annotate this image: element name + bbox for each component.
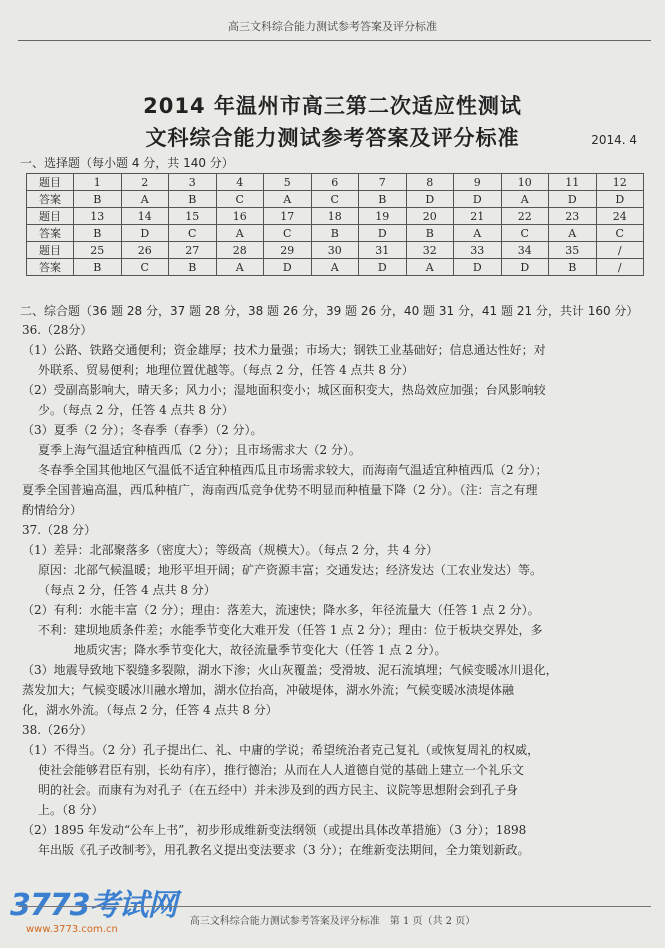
table-cell: / — [596, 259, 644, 276]
answer-line: 蒸发加大；气候变暖冰川融水增加，湖水位抬高，冲破堤体，湖水外流；气候变暖冰渍堤体融 — [22, 683, 515, 697]
section2-heading: 二、综合题（36 题 28 分，37 题 28 分，38 题 26 分，39 题 26 分，40 题 31 分，41 题 21 分，共计 160 分） — [20, 304, 639, 318]
table-cell: 17 — [264, 208, 312, 225]
table-cell: B — [74, 225, 122, 242]
answer-line: 原因：北部气候温暖；地形平坦开阔；矿产资源丰富；交通发达；经济发达（工农业发达）等。 — [38, 563, 543, 577]
row-header-cell: 题目 — [27, 208, 74, 225]
table-cell: 25 — [74, 242, 122, 259]
answer-key-row — [27, 225, 644, 242]
table-cell: D — [454, 259, 502, 276]
answer-line: 夏季全国普遍高温，西瓜种植广，海南西瓜竞争优势不明显而种植量下降（2 分）。（注：言之有理 — [22, 483, 538, 497]
row-header-cell: 答案 — [27, 225, 74, 242]
table-cell: 22 — [501, 208, 549, 225]
table-cell: 4 — [216, 174, 264, 191]
page-title-line2: 文科综合能力测试参考答案及评分标准 — [145, 126, 520, 150]
answer-key-row — [27, 191, 644, 208]
answer-line: （3）夏季（2 分）；冬春季（春季）（2 分）。 — [22, 423, 263, 437]
header-rule — [18, 40, 651, 41]
question-number-row — [27, 174, 644, 191]
table-cell: B — [311, 225, 359, 242]
table-cell: B — [549, 259, 597, 276]
table-cell: 15 — [169, 208, 217, 225]
table-cell: A — [406, 259, 454, 276]
answer-line: （2）有利：水能丰富（2 分）；理由：落差大，流速快；降水多，年径流量大（任答 1 点 2 分）。 — [22, 603, 540, 617]
row-header-cell: 答案 — [27, 191, 74, 208]
table-cell: 3 — [169, 174, 217, 191]
table-cell: 18 — [311, 208, 359, 225]
table-cell: C — [216, 191, 264, 208]
page-footer: 高三文科综合能力测试参考答案及评分标准 第 1 页（共 2 页） — [189, 916, 476, 927]
answer-line: （2）受副高影响大，晴天多；风力小；湿地面积变小；城区面积变大，热岛效应加强；台风影响较 — [22, 383, 546, 397]
answer-line: 冬春季全国其他地区气温低不适宜种植西瓜且市场需求较大，而海南气温适宜种植西瓜（2 分）； — [38, 463, 548, 477]
answer-key-row — [27, 259, 644, 276]
row-header-cell: 答案 — [27, 259, 74, 276]
table-cell: D — [596, 191, 644, 208]
table-cell: 21 — [454, 208, 502, 225]
table-cell: A — [264, 191, 312, 208]
table-cell: B — [169, 259, 217, 276]
table-cell: 34 — [501, 242, 549, 259]
answer-line: 使社会能够君臣有别，长幼有序），推行德治；从而在人人道德自觉的基础上建立一个礼乐文 — [38, 763, 525, 777]
table-cell: 24 — [596, 208, 644, 225]
row-header-cell: 题目 — [27, 174, 74, 191]
table-cell: 2 — [121, 174, 169, 191]
table-cell: 1 — [74, 174, 122, 191]
question-number-row — [27, 242, 644, 259]
table-cell: A — [121, 191, 169, 208]
table-cell: C — [501, 225, 549, 242]
table-cell: D — [359, 259, 407, 276]
table-cell: C — [596, 225, 644, 242]
table-cell: D — [549, 191, 597, 208]
answer-line: 36.（28分） — [22, 323, 93, 337]
table-cell: 35 — [549, 242, 597, 259]
answer-line: 夏季上海气温适宜种植西瓜（2 分）；且市场需求大（2 分）。 — [38, 443, 361, 457]
table-cell: B — [406, 225, 454, 242]
table-cell: 16 — [216, 208, 264, 225]
table-cell: A — [216, 259, 264, 276]
answer-line: 地质灾害；降水季节变化大，故径流量季节变化大（任答 1 点 2 分）。 — [74, 643, 447, 657]
answer-line: （1）差异：北部聚落多（密度大）；等级高（规模大）。（每点 2 分，共 4 分） — [22, 543, 439, 557]
table-cell: 13 — [74, 208, 122, 225]
table-cell: B — [359, 191, 407, 208]
table-cell: A — [454, 225, 502, 242]
answer-body — [22, 320, 644, 860]
table-cell: 31 — [359, 242, 407, 259]
table-cell: D — [454, 191, 502, 208]
answer-line: 外联系、贸易便利；地理位置优越等。（每点 2 分，任答 4 点共 8 分） — [38, 363, 414, 377]
answer-line: 少。（每点 2 分，任答 4 点共 8 分） — [38, 403, 234, 417]
table-cell: 8 — [406, 174, 454, 191]
table-cell: B — [74, 259, 122, 276]
table-cell: 32 — [406, 242, 454, 259]
answer-line: 不利：建坝地质条件差；水能季节变化大难开发（任答 1 点 2 分）；理由：位于板块交界处，多 — [38, 623, 543, 637]
table-cell: D — [264, 259, 312, 276]
table-cell: D — [406, 191, 454, 208]
footer-rule — [18, 906, 651, 907]
answer-line: 38.（26分） — [22, 723, 93, 737]
row-header-cell: 题目 — [27, 242, 74, 259]
question-number-row — [27, 208, 644, 225]
answer-line: （1）不得当。（2 分）孔子提出仁、礼、中庸的学说；希望统治者克己复礼（或恢复周礼的权威， — [22, 743, 540, 757]
table-cell: A — [501, 191, 549, 208]
table-cell: 14 — [121, 208, 169, 225]
answer-table — [26, 173, 644, 276]
table-cell: 9 — [454, 174, 502, 191]
answer-line: （1）公路、铁路交通便利；资金雄厚；技术力量强；市场大；钢铁工业基础好；信息通达性好；对 — [22, 343, 546, 357]
table-cell: 20 — [406, 208, 454, 225]
table-cell: C — [264, 225, 312, 242]
table-cell: 12 — [596, 174, 644, 191]
table-cell: A — [311, 259, 359, 276]
table-cell: D — [121, 225, 169, 242]
table-cell: D — [501, 259, 549, 276]
table-cell: 30 — [311, 242, 359, 259]
table-cell: 19 — [359, 208, 407, 225]
table-cell: D — [359, 225, 407, 242]
table-cell: 27 — [169, 242, 217, 259]
table-cell: C — [121, 259, 169, 276]
table-cell: A — [549, 225, 597, 242]
watermark-url: www.3773.com.cn — [26, 924, 118, 935]
table-cell: C — [311, 191, 359, 208]
table-cell: / — [596, 242, 644, 259]
answer-line: 年出版《孔子改制考》，用孔教名义提出变法要求（3 分）；在维新变法期间，全力策划新政。 — [38, 843, 530, 857]
table-cell: B — [169, 191, 217, 208]
exam-date: 2014. 4 — [591, 133, 637, 147]
table-cell: 11 — [549, 174, 597, 191]
answer-line: 明的社会。而康有为对孔子（在五经中）并未涉及到的西方民主、议院等思想附会到孔子身 — [38, 783, 519, 797]
answer-line: （2）1895 年发动“公车上书”，初步形成维新变法纲领（或提出具体改革措施）（3 分）；1898 — [22, 823, 527, 837]
table-cell: 29 — [264, 242, 312, 259]
table-cell: 23 — [549, 208, 597, 225]
table-cell: C — [169, 225, 217, 242]
page-title-line1: 2014 年温州市高三第二次适应性测试 — [143, 94, 522, 118]
answer-line: 上。（8 分） — [38, 803, 104, 817]
table-cell: B — [74, 191, 122, 208]
running-header: 高三文科综合能力测试参考答案及评分标准 — [228, 20, 437, 33]
table-cell: 10 — [501, 174, 549, 191]
answer-line: 酌情给分） — [22, 503, 83, 517]
table-cell: A — [216, 225, 264, 242]
table-cell: 26 — [121, 242, 169, 259]
table-cell: 7 — [359, 174, 407, 191]
answer-line: （每点 2 分，任答 4 点共 8 分） — [38, 583, 216, 597]
watermark-logo: 3773考试网 — [10, 888, 177, 923]
answer-line: 37.（28 分） — [22, 523, 97, 537]
answer-line: （3）地震导致地下裂缝多裂隙，湖水下渗；火山灰覆盖；受滑坡、泥石流填埋；气候变暖冰川退化， — [22, 663, 558, 677]
table-cell: 5 — [264, 174, 312, 191]
table-cell: 6 — [311, 174, 359, 191]
section1-heading: 一、选择题（每小题 4 分，共 140 分） — [20, 156, 234, 170]
answer-line: 化，湖水外流。（每点 2 分，任答 4 点共 8 分） — [22, 703, 278, 717]
table-cell: 33 — [454, 242, 502, 259]
table-cell: 28 — [216, 242, 264, 259]
